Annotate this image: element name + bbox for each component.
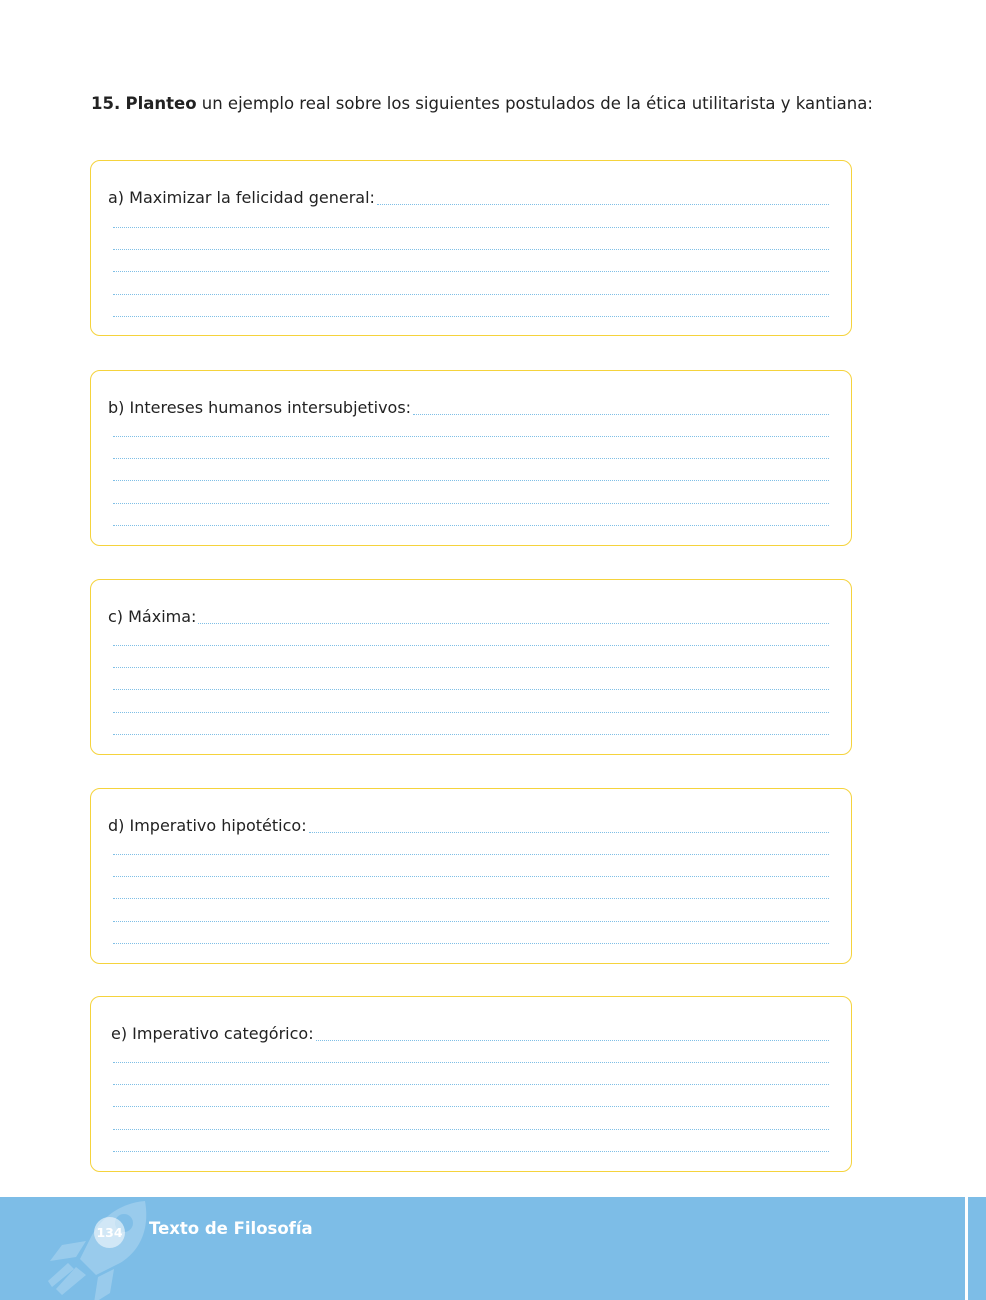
book-title: Texto de Filosofía — [149, 1219, 313, 1238]
answer-line[interactable] — [113, 943, 829, 944]
answer-row-first — [108, 813, 829, 837]
footer-edge-stripe — [965, 1197, 968, 1300]
answer-line[interactable] — [113, 480, 829, 481]
answer-line[interactable] — [413, 414, 829, 415]
answer-line[interactable] — [113, 712, 829, 713]
answer-line[interactable] — [113, 316, 829, 317]
exercise-verb: Planteo — [125, 94, 197, 113]
answer-line[interactable] — [198, 623, 829, 624]
answer-line[interactable] — [113, 227, 829, 228]
answer-line[interactable] — [113, 734, 829, 735]
answer-line[interactable] — [113, 271, 829, 272]
answer-line[interactable] — [113, 689, 829, 690]
answer-label-d: d) Imperativo hipotético: — [108, 816, 307, 835]
answer-label-c: c) Máxima: — [108, 607, 197, 626]
answer-line[interactable] — [113, 1062, 829, 1063]
answer-row-first — [111, 1021, 829, 1045]
exercise-number: 15. — [91, 94, 121, 113]
answer-line[interactable] — [309, 832, 829, 833]
answer-line[interactable] — [113, 503, 829, 504]
answer-line[interactable] — [113, 436, 829, 437]
answer-line[interactable] — [113, 921, 829, 922]
exercise-text: un ejemplo real sobre los siguientes postulados de la ética utilitarista y kantiana: — [196, 94, 873, 113]
answer-line[interactable] — [113, 667, 829, 668]
answer-box-d — [90, 788, 852, 964]
rocket-icon — [40, 1197, 160, 1300]
answer-line[interactable] — [113, 1129, 829, 1130]
exercise-instruction — [91, 92, 891, 116]
answer-line[interactable] — [113, 645, 829, 646]
answer-row-first — [108, 395, 829, 419]
answer-label-b: b) Intereses humanos intersubjetivos: — [108, 398, 412, 417]
page-number: 134 — [96, 1225, 123, 1240]
page-footer — [0, 1197, 986, 1300]
answer-label-a: a) Maximizar la felicidad general: — [108, 188, 375, 207]
answer-line[interactable] — [113, 458, 829, 459]
answer-row-first — [108, 604, 829, 628]
answer-row-first — [108, 185, 829, 209]
answer-box-b — [90, 370, 852, 546]
answer-line[interactable] — [377, 204, 829, 205]
answer-line[interactable] — [113, 525, 829, 526]
answer-line[interactable] — [316, 1040, 829, 1041]
answer-box-e — [90, 996, 852, 1172]
answer-line[interactable] — [113, 898, 829, 899]
answer-line[interactable] — [113, 294, 829, 295]
answer-box-c — [90, 579, 852, 755]
answer-box-a — [90, 160, 852, 336]
answer-line[interactable] — [113, 1106, 829, 1107]
answer-line[interactable] — [113, 1151, 829, 1152]
answer-line[interactable] — [113, 1084, 829, 1085]
answer-line[interactable] — [113, 249, 829, 250]
answer-line[interactable] — [113, 854, 829, 855]
answer-line[interactable] — [113, 876, 829, 877]
answer-label-e: e) Imperativo categórico: — [111, 1024, 314, 1043]
